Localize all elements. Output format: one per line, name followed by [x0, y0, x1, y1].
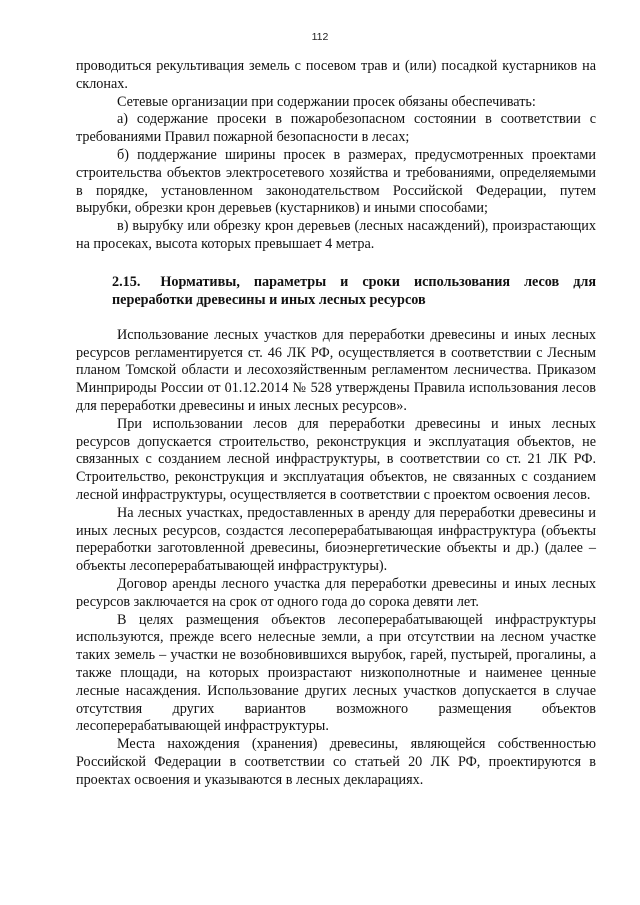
paragraph-regulation: Использование лесных участков для переработки древесины и иных лесных ресурсов регламентируется ст. 46 ЛК РФ, осуществляется в соответствии с Лесным планом Томской области и лесохозяйственным регламентом лесничества. Приказом Минприроды России от 01.12.2014 № 528 утверждены Правила использования лесов для переработки древесины и иных лесных ресурсов».: [76, 326, 596, 414]
paragraph-continuation: проводиться рекультивация земель с посевом трав и (или) посадкой кустарников на склонах.: [76, 58, 596, 92]
paragraph-lease-term: Договор аренды лесного участка для переработки древесины и иных лесных ресурсов заключается на срок от одного года до сорока девяти лет.: [76, 575, 596, 610]
paragraph-obligations-intro: Сетевые организации при содержании просек обязаны обеспечивать:: [117, 93, 536, 110]
list-item-v: в) вырубку или обрезку крон деревьев (лесных насаждений), произрастающих на просеках, высота которых превышает 4 метра.: [76, 218, 596, 252]
paragraph-placement: В целях размещения объектов лесоперерабатывающей инфраструктуры используются, прежде всего нелесные земли, а при отсутствии на лесном участке таких земель – участки не возобновившихся вырубок, гарей, пустырей, прогалины, а также площади, на которых произрастают низкополнотные и наименее ценные лесные насаждения. Использование других лесных участков допускается в случае отсутствия других вариантов возможного размещения объектов лесоперерабатывающей инфраструктуры.: [76, 611, 596, 735]
paragraph-construction: При использовании лесов для переработки древесины и иных лесных ресурсов допускается строительство, реконструкция и эксплуатация объектов, не связанных с созданием лесной инфраструктуры, в соответствии со ст. 21 ЛК РФ. Строительство, реконструкция и эксплуатация объектов, не связанных с созданием лесной инфраструктуры, осуществляется в соответствии с проектом освоения лесов.: [76, 415, 596, 503]
list-item-a: а) содержание просеки в пожаробезопасном состоянии в соответствии с требованиями Правил пожарной безопасности в лесах;: [76, 111, 596, 146]
page-content: [76, 58, 596, 789]
section-number: 2.15.: [112, 273, 141, 290]
list-item-b: б) поддержание ширины просек в размерах, предусмотренных проектами строительства объектов электросетевого хозяйства и требованиями, определяемыми в порядке, установленном законодательством Российской Федерации, путем вырубки, обрезки крон деревьев (кустарников) и иными способами;: [76, 146, 596, 217]
page-number: 112: [311, 31, 329, 43]
section-title: Нормативы, параметры и сроки использования лесов для переработки древесины и иных лесных ресурсов: [112, 273, 597, 308]
paragraph-infrastructure: На лесных участках, предоставленных в аренду для переработки древесины и иных лесных ресурсов, создастся лесоперерабатывающая инфраструктура (объекты переработки заготовленной древесины, биоэнергетические объекты и др.) (далее – объекты лесоперерабатывающей инфраструктуры).: [76, 504, 596, 575]
paragraph-wood-storage: Места нахождения (хранения) древесины, являющейся собственностью Российской Федерации в соответствии со статьей 20 ЛК РФ, проектируются в проектах освоения и указываются в лесных декларациях.: [76, 736, 596, 788]
section-heading: [76, 273, 596, 309]
